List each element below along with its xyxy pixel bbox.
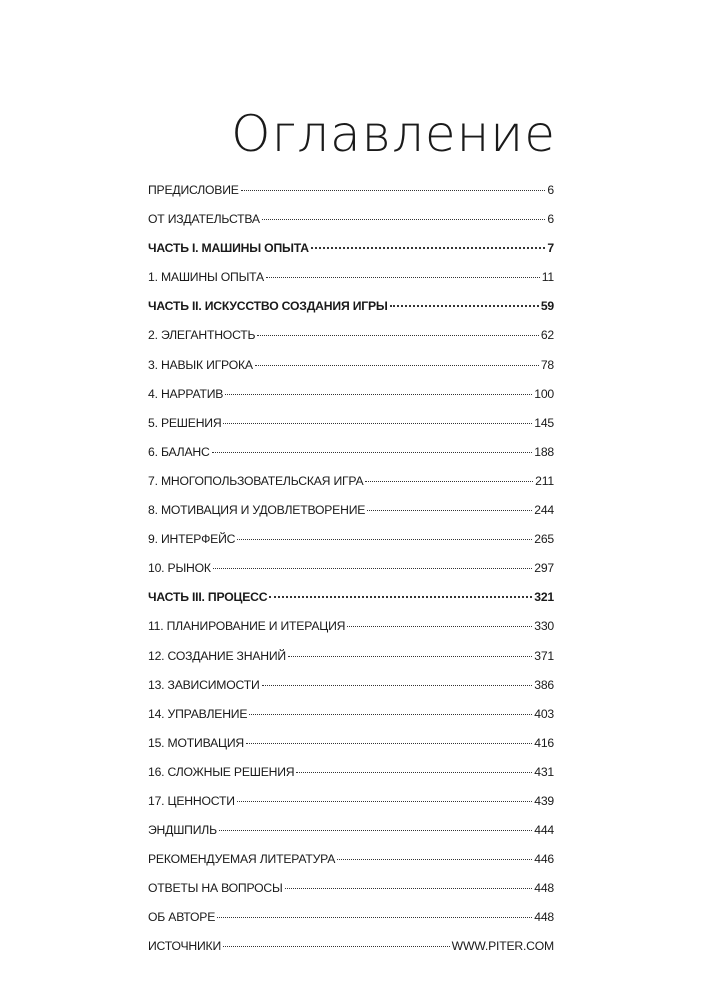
toc-entry-page: 59	[540, 299, 554, 314]
toc-entry-title: ИСТОЧНИКИ	[148, 939, 222, 954]
toc-entry-page: 439	[534, 793, 554, 808]
toc-entry-page: 145	[534, 415, 554, 430]
toc-entry[interactable]	[148, 671, 554, 700]
dot-leader	[223, 946, 450, 947]
toc-entry[interactable]	[148, 176, 554, 205]
toc-entry-title: 1. МАШИНЫ ОПЫТА	[148, 270, 264, 285]
toc-entry-title: 7. МНОГОПОЛЬЗОВАТЕЛЬСКАЯ ИГРА	[148, 473, 364, 488]
toc-part-heading[interactable]	[148, 292, 554, 321]
toc-entry-title: ЧАСТЬ II. ИСКУССТВО СОЗДАНИЯ ИГРЫ	[148, 299, 388, 314]
toc-entry[interactable]	[148, 321, 554, 350]
toc-entry[interactable]	[148, 700, 554, 729]
toc-list	[148, 176, 554, 962]
toc-entry-title: РЕКОМЕНДУЕМАЯ ЛИТЕРАТУРА	[148, 852, 336, 867]
toc-entry-title: 15. МОТИВАЦИЯ	[148, 735, 244, 750]
dot-leader	[257, 335, 539, 336]
toc-entry[interactable]	[148, 787, 554, 816]
dot-leader	[390, 305, 539, 307]
toc-entry-page: 371	[534, 648, 554, 663]
toc-entry[interactable]	[148, 903, 554, 932]
toc-entry-title: 10. РЫНОК	[148, 561, 211, 576]
toc-entry-page: 416	[534, 735, 554, 750]
dot-leader	[212, 452, 533, 453]
toc-entry[interactable]	[148, 845, 554, 874]
toc-part-heading[interactable]	[148, 583, 554, 612]
dot-leader	[262, 685, 533, 686]
toc-entry-page: 431	[534, 764, 554, 779]
dot-leader	[296, 772, 532, 773]
toc-entry-page: 444	[534, 823, 554, 838]
dot-leader	[249, 714, 532, 715]
toc-entry-page: 6	[547, 183, 554, 197]
toc-entry-title: ЭНДШПИЛЬ	[148, 823, 217, 838]
dot-leader	[337, 859, 532, 860]
toc-entry-title: 17. ЦЕННОСТИ	[148, 793, 235, 808]
toc-entry[interactable]	[148, 467, 554, 496]
toc-entry[interactable]	[148, 554, 554, 583]
toc-entry-title: ОТВЕТЫ НА ВОПРОСЫ	[148, 881, 283, 896]
dot-leader	[219, 830, 532, 831]
dot-leader	[266, 277, 540, 278]
toc-entry-title: 8. МОТИВАЦИЯ И УДОВЛЕТВОРЕНИЕ	[148, 503, 366, 518]
toc-entry-page: 321	[534, 590, 554, 605]
toc-entry-title: 3. НАВЫК ИГРОКА	[148, 357, 253, 372]
toc-entry-title: ЧАСТЬ III. ПРОЦЕСС	[148, 590, 268, 605]
toc-entry-title: 12. СОЗДАНИЕ ЗНАНИЙ	[148, 648, 286, 663]
dot-leader	[365, 481, 533, 482]
dot-leader	[311, 247, 546, 249]
toc-entry-page: 448	[534, 881, 554, 896]
dot-leader	[217, 917, 532, 918]
toc-entry-title: 16. СЛОЖНЫЕ РЕШЕНИЯ	[148, 764, 295, 779]
dot-leader	[225, 394, 532, 395]
toc-entry-page: 188	[534, 444, 554, 459]
toc-entry-page: 100	[534, 386, 554, 401]
toc-entry[interactable]	[148, 729, 554, 758]
toc-entry[interactable]	[148, 758, 554, 787]
toc-entry[interactable]	[148, 642, 554, 671]
dot-leader	[262, 219, 546, 220]
dot-leader	[269, 596, 532, 598]
toc-entry-page: 297	[534, 561, 554, 576]
toc-entry[interactable]	[148, 816, 554, 845]
toc-entry[interactable]	[148, 263, 554, 292]
toc-entry-page: 386	[534, 677, 554, 692]
toc-entry-title: 2. ЭЛЕГАНТНОСТЬ	[148, 328, 256, 343]
dot-leader	[288, 656, 532, 657]
toc-entry-page: 78	[540, 357, 554, 372]
toc-entry-page: 448	[534, 910, 554, 925]
toc-entry[interactable]	[148, 351, 554, 380]
toc-entry[interactable]	[148, 438, 554, 467]
dot-leader	[347, 626, 532, 627]
toc-entry-page: 330	[534, 619, 554, 634]
toc-entry-title: 5. РЕШЕНИЯ	[148, 415, 222, 430]
toc-entry[interactable]	[148, 525, 554, 554]
dot-leader	[223, 423, 532, 424]
toc-entry-page: 244	[534, 503, 554, 518]
toc-entry[interactable]	[148, 205, 554, 234]
toc-entry-page: WWW.PITER.COM	[451, 939, 554, 954]
toc-entry-page: 265	[534, 532, 554, 547]
toc-entry[interactable]	[148, 874, 554, 903]
toc-entry-title: ОБ АВТОРЕ	[148, 910, 216, 925]
toc-entry-title: 4. НАРРАТИВ	[148, 386, 224, 401]
toc-entry-page: 6	[547, 212, 554, 227]
toc-part-heading[interactable]	[148, 234, 554, 263]
toc-entry-page: 211	[535, 473, 554, 488]
toc-entry-title: ЧАСТЬ I. МАШИНЫ ОПЫТА	[148, 241, 309, 256]
toc-entry-page: 446	[534, 852, 554, 867]
toc-entry-page: 11	[541, 270, 554, 285]
dot-leader	[213, 568, 532, 569]
dot-leader	[246, 743, 532, 744]
toc-entry[interactable]	[148, 380, 554, 409]
toc-entry-title: ПРЕДИСЛОВИЕ	[148, 183, 239, 197]
toc-entry[interactable]	[148, 409, 554, 438]
toc-entry-title: ОТ ИЗДАТЕЛЬСТВА	[148, 212, 260, 227]
toc-entry[interactable]	[148, 932, 554, 961]
toc-entry-page: 403	[534, 706, 554, 721]
toc-entry-title: 9. ИНТЕРФЕЙС	[148, 532, 236, 547]
toc-entry-title: 11. ПЛАНИРОВАНИЕ И ИТЕРАЦИЯ	[148, 619, 346, 634]
toc-entry-page: 62	[540, 328, 554, 343]
toc-entry[interactable]	[148, 496, 554, 525]
toc-entry-page: 7	[547, 241, 554, 256]
dot-leader	[367, 510, 532, 511]
dot-leader	[285, 888, 533, 889]
dot-leader	[237, 539, 532, 540]
dot-leader	[237, 801, 533, 802]
toc-entry-title: 6. БАЛАНС	[148, 444, 210, 459]
toc-entry[interactable]	[148, 612, 554, 641]
dot-leader	[255, 365, 539, 366]
toc-entry-title: 13. ЗАВИСИМОСТИ	[148, 677, 260, 692]
toc-entry-title: 14. УПРАВЛЕНИЕ	[148, 706, 248, 721]
page-title: Оглавление	[231, 104, 556, 163]
dot-leader	[241, 190, 546, 191]
